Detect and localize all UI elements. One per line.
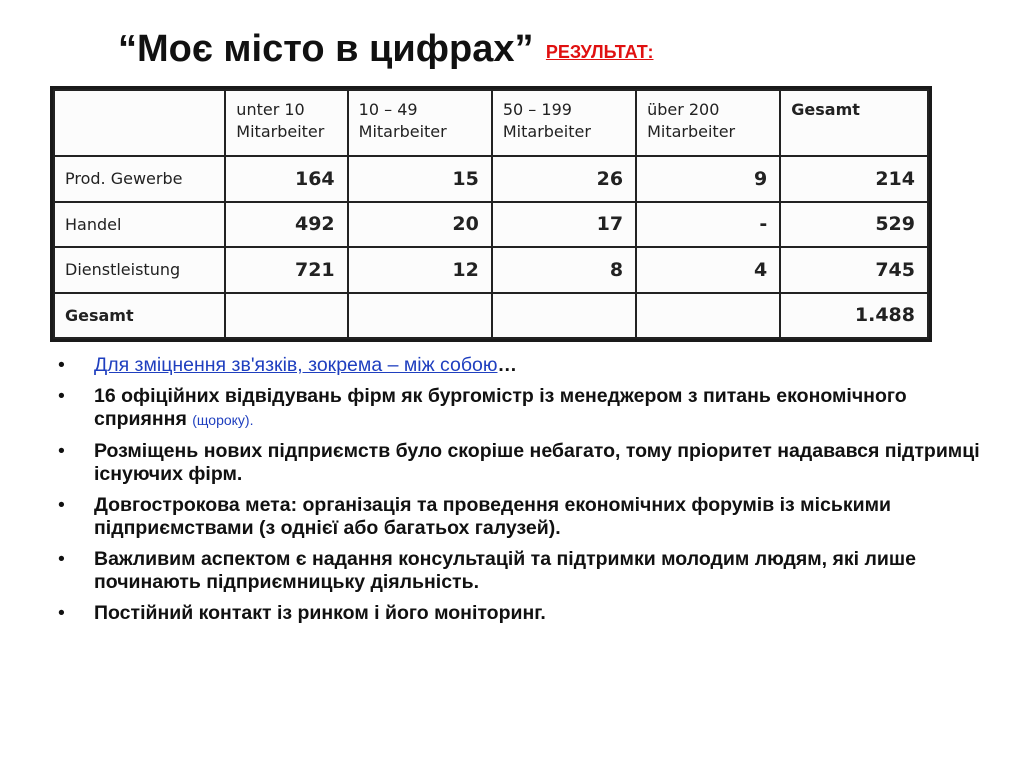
table-header-row [54,90,928,156]
table-cell [636,293,780,339]
header-cell: 10 – 49 Mitarbeiter [348,90,492,156]
bullet-list [58,354,998,633]
bullet-note: (щороку). [192,412,254,428]
row-label: Gesamt [54,293,225,339]
header-cell: 50 – 199 Mitarbeiter [492,90,636,156]
bullet-marker: • [58,602,65,624]
table-cell: 721 [225,247,347,293]
table-cell: 529 [780,202,928,248]
title-result-label: РЕЗУЛЬТАТ: [545,42,654,62]
bullet-marker: • [58,548,65,570]
row-label: Dienstleistung [54,247,225,293]
bullet-marker: • [58,494,65,516]
list-item [58,494,998,540]
bullet-text: 16 офіційних відвідувань фірм як бургомістр із менеджером з питань економічного сприяння [94,385,907,430]
bullet-text: Постійний контакт із ринком і його моніторинг. [94,602,546,624]
table-cell [492,293,636,339]
header-cell: unter 10 Mitarbeiter [225,90,347,156]
table-cell: 17 [492,202,636,248]
header-cell: Gesamt [780,90,928,156]
list-item [58,385,998,432]
header-cell [54,90,225,156]
bullet-text: Довгострокова мета: організація та проведення економічних форумів із міськими підприємствами (з однієї або багатьох галузей). [94,494,891,539]
row-label: Handel [54,202,225,248]
row-label: Prod. Gewerbe [54,156,225,202]
list-item [58,440,998,486]
table-cell: 12 [348,247,492,293]
statistics-table [53,89,929,339]
table-cell: 4 [636,247,780,293]
header-cell: über 200 Mitarbeiter [636,90,780,156]
table-cell: 164 [225,156,347,202]
table-cell: 8 [492,247,636,293]
bullet-marker: • [58,354,65,376]
table-cell: 745 [780,247,928,293]
table-total-row [54,293,928,339]
table-row [54,202,928,248]
table-cell: 20 [348,202,492,248]
table-row [54,156,928,202]
bullet-text: Важливим аспектом є надання консультацій та підтримки молодим людям, які лише починають підприємницьку діяльність. [94,548,916,593]
slide-title [118,28,654,71]
title-main: “Моє місто в цифрах” [118,28,534,70]
table-cell: 1.488 [780,293,928,339]
list-item [58,548,998,594]
list-item [58,602,998,625]
table-cell: 26 [492,156,636,202]
bullet-text: Розміщень нових підприємств було скоріше небагато, тому пріоритет надавався підтримці існуючих фірм. [94,440,980,485]
table-cell [225,293,347,339]
bullet-link[interactable]: Для зміцнення зв'язків, зокрема – між собою [94,354,498,376]
table-cell: 214 [780,156,928,202]
table-cell: 492 [225,202,347,248]
table-cell: 9 [636,156,780,202]
bullet-marker: • [58,385,65,407]
table-row [54,247,928,293]
bullet-suffix: … [497,354,517,376]
table-cell: 15 [348,156,492,202]
bullet-marker: • [58,440,65,462]
table-cell: - [636,202,780,248]
table-cell [348,293,492,339]
list-item [58,354,998,377]
statistics-table-image [50,86,932,342]
